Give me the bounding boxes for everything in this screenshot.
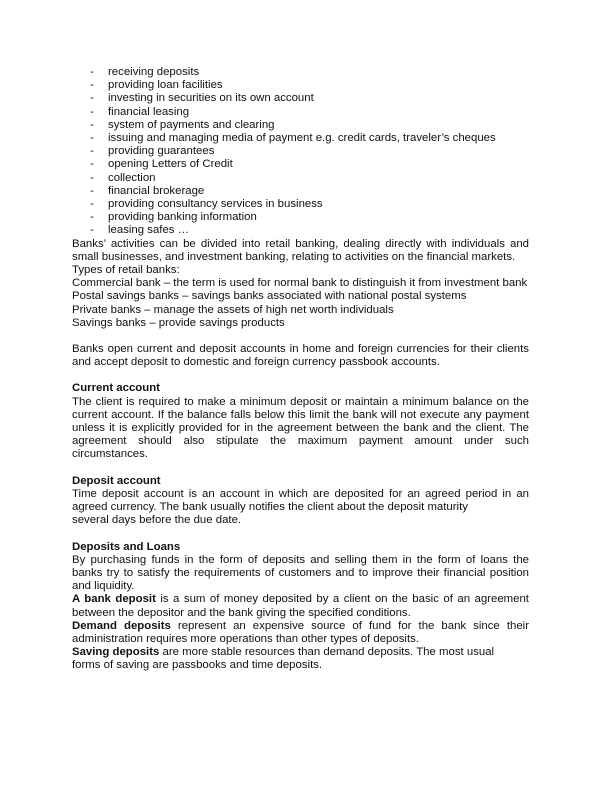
bullet-dash: - bbox=[90, 92, 94, 105]
current-account-text: The client is required to make a minimum deposit or maintain a minimum balance on the current account. If the balance falls below this limit the bank will not execute any payment unless it is explicitly provided for in the agreement between the bank and the client. The agreement should also stipulate the maximum payment amount under such circumstances. bbox=[72, 395, 529, 461]
list-item: - providing banking information bbox=[90, 211, 257, 224]
bullet-dash: - bbox=[90, 118, 94, 131]
list-item: - receiving deposits bbox=[90, 66, 200, 78]
bullet-dash: - bbox=[90, 145, 94, 158]
deposits-loans-text: By purchasing funds in the form of deposits and selling them in the form of loans the banks try to satisfy the requirements of customers and to improve their financial position and liquidity. bbox=[72, 553, 529, 593]
list-item: - providing guarantees bbox=[90, 145, 215, 158]
list-item: - system of payments and clearing bbox=[90, 118, 275, 131]
deposit-account-text: Time deposit account is an account in which are deposited for an agreed period in an agreed currency. The bank usually notifies the client about the deposit maturity bbox=[72, 487, 529, 514]
spacer bbox=[72, 528, 529, 541]
list-item: - leasing safes … bbox=[90, 224, 190, 237]
list-item: - opening Letters of Credit bbox=[90, 158, 233, 171]
bullet-dash: - bbox=[90, 105, 94, 118]
bank-activities-list bbox=[72, 66, 529, 238]
private-bank-definition: Private banks – manage the assets of high net worth individuals bbox=[72, 303, 394, 316]
intro-paragraph: Banks’ activities can be divided into retail banking, dealing directly with individuals and small businesses, and investment banking, relating to activities on the financial markets. bbox=[72, 237, 529, 263]
bullet-dash: - bbox=[90, 184, 94, 197]
bank-deposit-definition: A bank deposit is a sum of money deposited by a client on the basic of an agreement between the depositor and the bank giving the specified conditions. bbox=[72, 593, 529, 619]
retail-types-heading: Types of retail banks: bbox=[72, 264, 180, 277]
bank-deposit-term: A bank deposit bbox=[72, 593, 156, 606]
saving-deposits-term: Saving deposits bbox=[72, 646, 160, 659]
deposit-account-heading: Deposit account bbox=[72, 474, 161, 487]
spacer bbox=[72, 369, 529, 382]
list-item: - financial brokerage bbox=[90, 184, 205, 197]
bullet-dash: - bbox=[90, 79, 94, 92]
list-item: - collection bbox=[90, 171, 156, 184]
savings-bank-definition: Savings banks – provide savings products bbox=[72, 316, 285, 329]
bullet-dash: - bbox=[90, 211, 94, 224]
deposit-account-text-end: several days before the due date. bbox=[72, 514, 242, 527]
list-item: - issuing and managing media of payment e.g. credit cards, traveler’s cheques bbox=[90, 132, 496, 145]
list-item: - providing consultancy services in business bbox=[90, 198, 323, 211]
postal-bank-definition: Postal savings banks – savings banks associated with national postal systems bbox=[72, 290, 467, 303]
demand-deposits-term: Demand deposits bbox=[72, 619, 171, 632]
bullet-dash: - bbox=[90, 132, 94, 145]
accounts-paragraph: Banks open current and deposit accounts in home and foreign currencies for their clients and accept deposit to domestic and foreign currency passbook accounts. bbox=[72, 343, 529, 369]
saving-deposits-definition: Saving deposits are more stable resources than demand deposits. The most usual bbox=[72, 646, 495, 659]
bullet-dash: - bbox=[90, 158, 94, 171]
bullet-dash: - bbox=[90, 224, 94, 237]
list-item: - providing loan facilities bbox=[90, 79, 223, 92]
bullet-dash: - bbox=[90, 198, 94, 211]
saving-deposits-text-end: forms of saving are passbooks and time deposits. bbox=[72, 659, 323, 672]
spacer bbox=[72, 330, 529, 343]
deposits-loans-heading: Deposits and Loans bbox=[72, 540, 181, 553]
spacer bbox=[72, 462, 529, 475]
commercial-bank-definition: Commercial bank – the term is used for normal bank to distinguish it from investment bank bbox=[72, 277, 528, 290]
current-account-heading: Current account bbox=[72, 382, 160, 395]
bullet-dash: - bbox=[90, 66, 94, 78]
list-item: - financial leasing bbox=[90, 105, 190, 118]
demand-deposits-definition: Demand deposits represent an expensive source of fund for the bank since their administration requires more operations than other types of deposits. bbox=[72, 619, 529, 645]
document-page bbox=[72, 66, 529, 673]
list-item: - investing in securities on its own account bbox=[90, 92, 314, 105]
bullet-dash: - bbox=[90, 171, 94, 184]
